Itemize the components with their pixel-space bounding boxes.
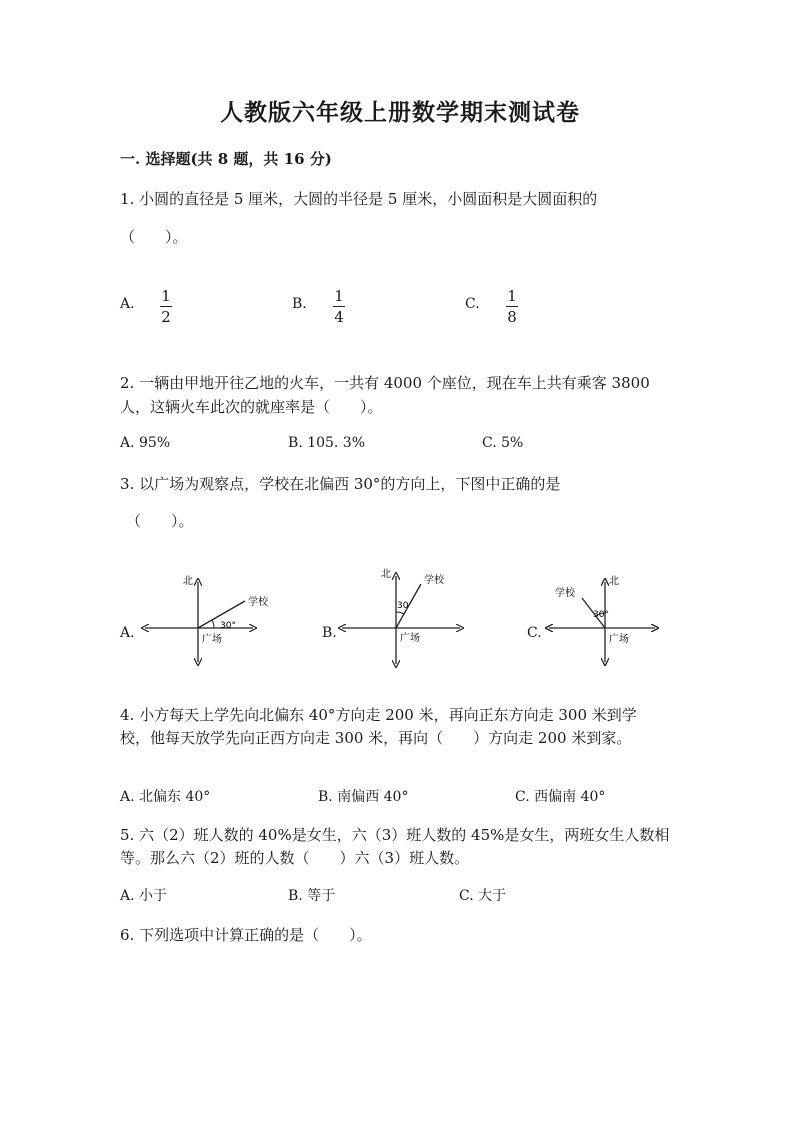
q3-option-b-label: B. — [322, 625, 337, 641]
q2-option-a: A. 95% — [120, 435, 171, 451]
square-label: 广场 — [609, 634, 629, 645]
fraction-bar — [160, 306, 172, 307]
fraction-bar — [333, 306, 345, 307]
question-1-text-line2: （ ）。 — [120, 228, 188, 246]
fraction-numerator: 1 — [334, 287, 344, 305]
angle-label: 30° — [593, 610, 609, 620]
q3-diagram-c — [545, 570, 660, 665]
q5-option-c: C. 大于 — [459, 888, 507, 904]
fraction-denominator: 2 — [161, 308, 171, 326]
question-3-text-line1: 3. 以广场为观察点，学校在北偏西 30°的方向上，下图中正确的是 — [120, 475, 561, 493]
q5-option-a: A. 小于 — [120, 888, 168, 904]
q5-option-b: B. 等于 — [288, 888, 336, 904]
angle-arc — [212, 620, 214, 628]
q1-option-b-fraction — [333, 287, 345, 326]
q3-option-c-label: C. — [527, 625, 542, 641]
question-6-text-line1: 6. 下列选项中计算正确的是（ ）。 — [120, 926, 372, 944]
fraction-numerator: 1 — [507, 287, 517, 305]
square-label: 广场 — [202, 634, 222, 645]
school-label: 学校 — [555, 588, 575, 599]
q2-option-c: C. 5% — [482, 435, 524, 451]
school-label: 学校 — [424, 575, 444, 586]
school-label: 学校 — [248, 597, 268, 608]
square-label: 广场 — [400, 633, 420, 644]
q1-option-b-label: B. — [292, 296, 307, 312]
q4-option-a: A. 北偏东 40° — [120, 789, 211, 805]
question-2-text-line1: 2. 一辆由甲地开往乙地的火车，一共有 4000 个座位，现在车上共有乘客 3800 — [120, 374, 650, 392]
north-label: 北 — [609, 576, 619, 587]
q3-diagram-b — [338, 562, 463, 667]
q1-option-a-fraction — [160, 287, 172, 326]
q3-diagram-a — [140, 570, 268, 665]
q1-option-c-fraction — [506, 287, 518, 326]
q2-option-b: B. 105. 3% — [288, 435, 366, 451]
angle-label: 30° — [220, 621, 236, 631]
q1-option-a-label: A. — [120, 296, 135, 312]
fraction-numerator: 1 — [161, 287, 171, 305]
section-heading: 一. 选择题(共 8 题，共 16 分) — [120, 150, 332, 168]
north-label: 北 — [183, 576, 193, 587]
fraction-denominator: 8 — [507, 308, 517, 326]
angle-label: 30 — [397, 601, 409, 611]
question-5-text-line1: 5. 六（2）班人数的 40%是女生，六（3）班人数的 45%是女生，两班女生人数相 — [120, 826, 670, 844]
question-5-text-line2: 等。那么六（2）班的人数（ ）六（3）班人数。 — [120, 849, 470, 867]
question-3-text-line2: （ ）。 — [126, 512, 194, 530]
fraction-bar — [506, 306, 518, 307]
angle-arc — [396, 612, 404, 614]
exam-title: 人教版六年级上册数学期末测试卷 — [220, 99, 580, 126]
q3-option-a-label: A. — [120, 625, 135, 641]
q4-option-b: B. 南偏西 40° — [318, 789, 409, 805]
q1-option-c-label: C. — [465, 296, 480, 312]
question-1-text-line1: 1. 小圆的直径是 5 厘米，大圆的半径是 5 厘米，小圆面积是大圆面积的 — [120, 190, 598, 208]
north-label: 北 — [381, 569, 391, 580]
question-4-text-line1: 4. 小方每天上学先向北偏东 40°方向走 200 米，再向正东方向走 300 米到学 — [120, 706, 637, 724]
question-2-text-line2: 人，这辆火车此次的就座率是（ ）。 — [120, 398, 383, 416]
question-4-text-line2: 校，他每天放学先向正西方向走 300 米，再向（ ）方向走 200 米到家。 — [120, 729, 632, 747]
q4-option-c: C. 西偏南 40° — [515, 789, 606, 805]
fraction-denominator: 4 — [334, 308, 344, 326]
